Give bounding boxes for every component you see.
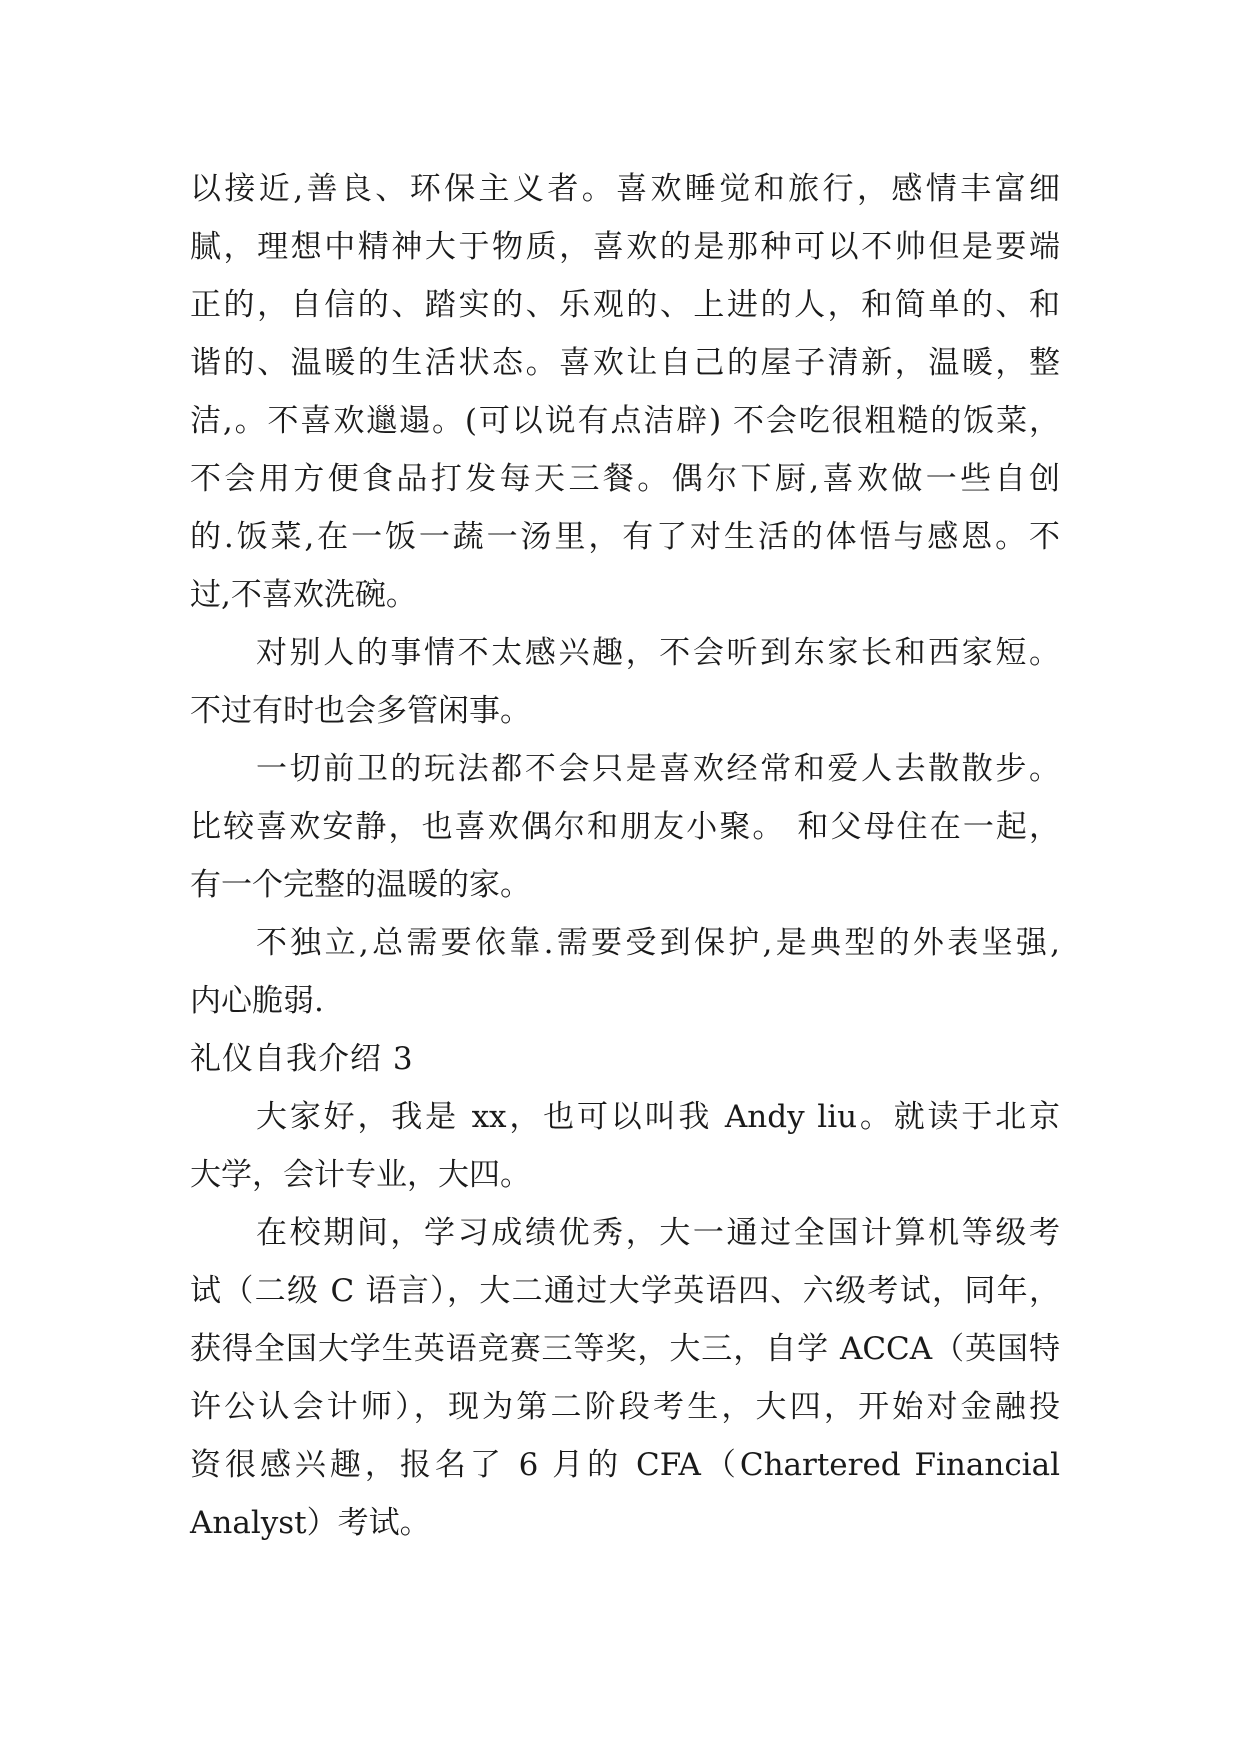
paragraph bbox=[190, 160, 1060, 624]
text-line: 比较喜欢安静，也喜欢偶尔和朋友小聚。 和父母住在一起， bbox=[190, 809, 1060, 845]
text-line: 谐的、温暖的生活状态。喜欢让自己的屋子清新，温暖，整 bbox=[190, 345, 1060, 381]
text-line: 不会用方便食品打发每天三餐。偶尔下厨,喜欢做一些自创 bbox=[190, 461, 1060, 497]
text-line: 大家好，我是 xx，也可以叫我 Andy liu。就读于北京 bbox=[256, 1099, 1060, 1135]
text-line: 获得全国大学生英语竞赛三等奖，大三，自学 ACCA（英国特 bbox=[190, 1331, 1060, 1367]
text-line: 过,不喜欢洗碗。 bbox=[190, 577, 417, 613]
document-body bbox=[190, 160, 1060, 1552]
text-line: 腻，理想中精神大于物质，喜欢的是那种可以不帅但是要端 bbox=[190, 229, 1060, 265]
paragraph bbox=[190, 624, 1060, 740]
text-line: 不独立,总需要依靠.需要受到保护,是典型的外表坚强, bbox=[256, 925, 1060, 961]
section-heading-text: 礼仪自我介绍 3 bbox=[190, 1041, 414, 1077]
text-line: 在校期间，学习成绩优秀，大一通过全国计算机等级考 bbox=[256, 1215, 1060, 1251]
text-line: 对别人的事情不太感兴趣，不会听到东家长和西家短。 bbox=[256, 635, 1060, 671]
paragraph bbox=[190, 914, 1060, 1030]
text-line: 不过有时也会多管闲事。 bbox=[190, 693, 531, 729]
text-line: 一切前卫的玩法都不会只是喜欢经常和爱人去散散步。 bbox=[256, 751, 1060, 787]
paragraph bbox=[190, 1088, 1060, 1204]
text-line: 试（二级 C 语言），大二通过大学英语四、六级考试，同年， bbox=[190, 1273, 1060, 1309]
text-line: 以接近,善良、环保主义者。喜欢睡觉和旅行，感情丰富细 bbox=[190, 171, 1060, 207]
text-line: 的.饭菜,在一饭一蔬一汤里，有了对生活的体悟与感恩。不 bbox=[190, 519, 1060, 555]
paragraph bbox=[190, 1204, 1060, 1552]
text-line: Analyst）考试。 bbox=[190, 1505, 431, 1541]
text-line: 许公认会计师），现为第二阶段考生，大四，开始对金融投 bbox=[190, 1389, 1060, 1425]
text-line: 内心脆弱. bbox=[190, 983, 324, 1019]
text-line: 大学，会计专业，大四。 bbox=[190, 1157, 531, 1193]
text-line: 资很感兴趣，报名了 6 月的 CFA（Chartered Financial bbox=[190, 1447, 1060, 1483]
section-heading bbox=[190, 1030, 1060, 1088]
text-line: 洁,。不喜欢邋遢。(可以说有点洁辟) 不会吃很粗糙的饭菜， bbox=[190, 403, 1060, 439]
text-line: 有一个完整的温暖的家。 bbox=[190, 867, 531, 903]
paragraph bbox=[190, 740, 1060, 914]
text-line: 正的，自信的、踏实的、乐观的、上进的人，和简单的、和 bbox=[190, 287, 1060, 323]
